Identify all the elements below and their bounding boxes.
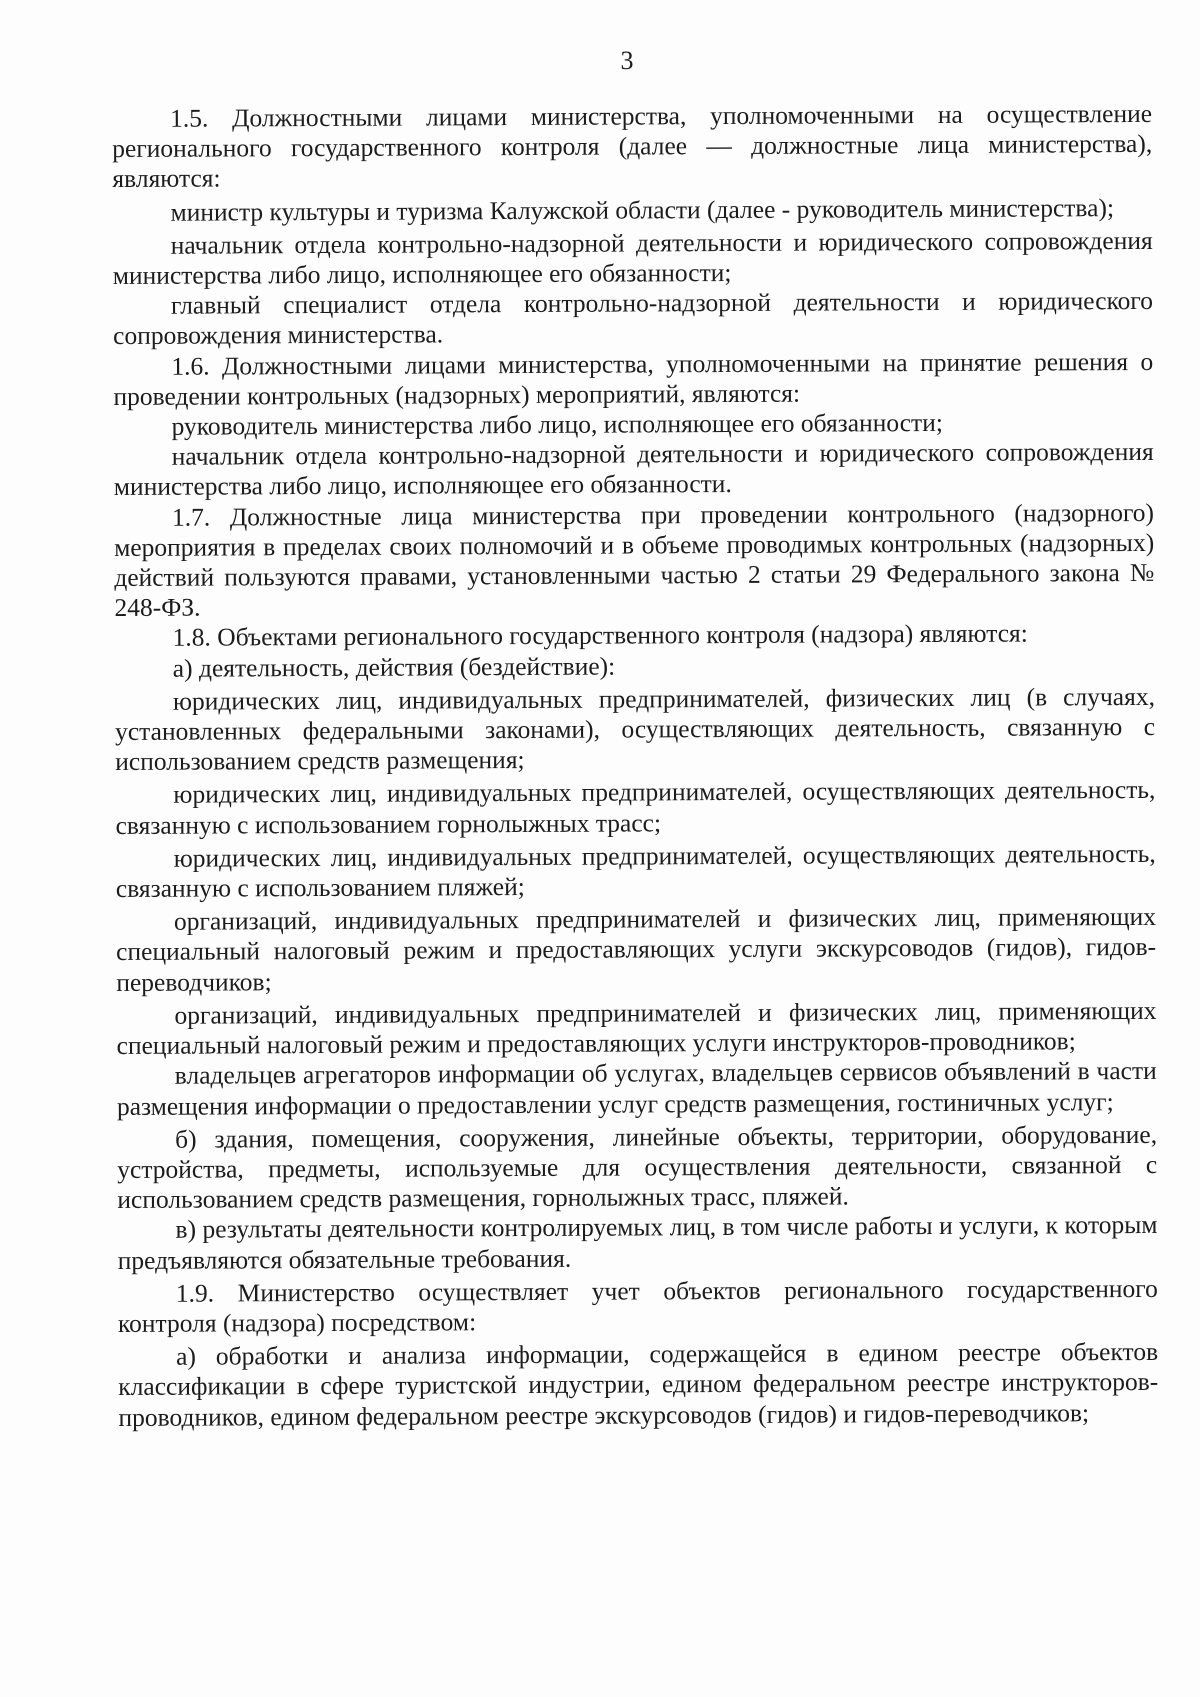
paragraph-minister: министр культуры и туризма Калужской области (далее - руководитель министерства); (170, 192, 1115, 227)
document-body (112, 99, 1158, 1433)
paragraph-1-9-a: а) обработки и анализа информации, содержащейся в едином реестре объектов классификации в сфере туристской индустрии, едином федеральном реестре инструкторов-проводников, едином федеральном реестре экскурсоводов (гидов) и гидов-переводчиков; (118, 1337, 1159, 1432)
paragraph-1-6: 1.6. Должностными лицами министерства, уполномоченными на принятие решения о проведении контрольных (надзорных) мероприятий, являются: (113, 346, 1154, 411)
paragraph-1-8-v: в) результаты деятельности контролируемых лиц, в том числе работы и услуги, к которым предъявляются обязательные требования. (117, 1210, 1158, 1275)
paragraph-guides: организаций, индивидуальных предпринимателей и физических лиц, применяющих специальный налоговый режим и предоставляющих услуги экскурсоводов (гидов), гидов-переводчиков; (116, 902, 1157, 997)
paragraph-ski-trails: юридических лиц, индивидуальных предпринимателей, осуществляющих деятельность, связанную с использованием горнолыжных трасс; (115, 775, 1156, 840)
paragraph-head-of-department: начальник отдела контрольно-надзорной деятельности и юридического сопровождения министерства либо лицо, исполняющее его обязанности; (112, 225, 1153, 291)
paragraph-1-5: 1.5. Должностными лицами министерства, уполномоченными на осуществление регионального государственного контроля (далее — должностные лица министерства), являются: (112, 98, 1153, 194)
paragraph-1-9: 1.9. Министерство осуществляет учет объектов регионального государственного контроля (надзора) посредством: (117, 1273, 1158, 1338)
paragraph-head-of-department-2: начальник отдела контрольно-надзорной деятельности и юридического сопровождения министерства либо лицо, исполняющее его обязанности. (113, 437, 1154, 502)
paragraph-accommodation: юридических лиц, индивидуальных предпринимателей, физических лиц (в случаях, установленных федеральными законами), осуществляющих деятельность, связанную с использованием средств размещения; (114, 681, 1156, 777)
paragraph-chief-specialist: главный специалист отдела контрольно-надзорной деятельности и юридического сопровождения министерства. (113, 286, 1154, 351)
paragraph-1-8-b: б) здания, помещения, сооружения, линейные объекты, территории, оборудование, устройства, предметы, используемые для осуществления деятельности, связанной с использованием средств размещения, горнолыжных трасс, пляжей. (117, 1119, 1158, 1215)
paragraph-beaches: юридических лиц, индивидуальных предпринимателей, осуществляющих деятельность, связанную с использованием пляжей; (115, 838, 1156, 904)
paragraph-ministry-head: руководитель министерства либо лицо, исполняющее его обязанности; (171, 407, 943, 441)
page-number: 3 (620, 46, 634, 75)
paragraph-aggregators: владельцев агрегаторов информации об услугах, владельцев сервисов объявлений в части размещения информации о предоставлении услуг средств размещения, гостиничных услуг; (116, 1056, 1157, 1121)
page-bottom-margin (0, 1677, 1200, 1697)
paragraph-1-8: 1.8. Объектами регионального государственного контроля (надзора) являются: (172, 618, 1028, 653)
paragraph-1-7: 1.7. Должностные лица министерства при проведении контрольного (надзорного) мероприятия в пределах своих полномочий и в объеме проводимых контрольных (надзорных) действий пользуются правами, установленными частью 2 статьи 29 Федерального закона № 248-ФЗ. (114, 497, 1155, 623)
paragraph-instructors: организаций, индивидуальных предпринимателей и физических лиц, применяющих специальный налоговый режим и предоставляющих услуги инструкторов-проводников; (116, 995, 1157, 1061)
paragraph-1-8-a: а) деятельность, действия (бездействие): (172, 651, 616, 683)
